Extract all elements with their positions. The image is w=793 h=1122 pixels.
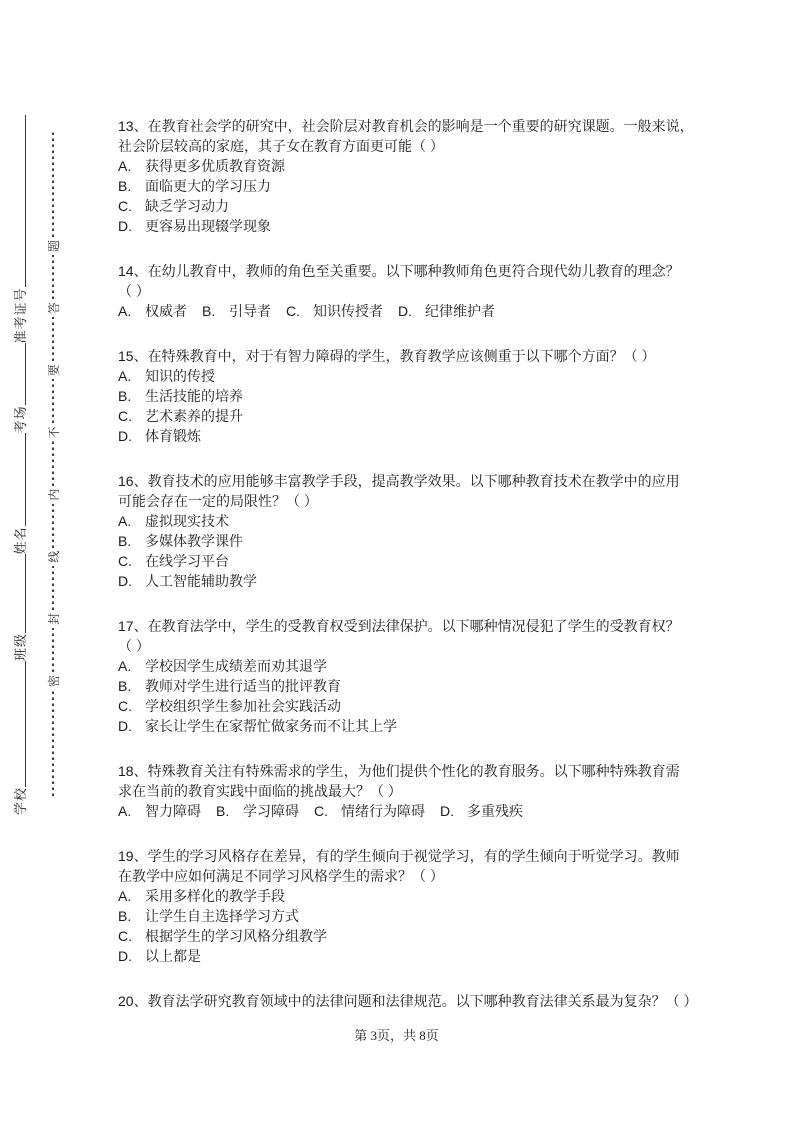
question-17 xyxy=(118,616,678,736)
option-label: D. xyxy=(118,718,132,734)
seal-line xyxy=(42,130,64,797)
school-fill-line xyxy=(25,661,26,787)
option-label: B. xyxy=(202,303,216,319)
question-stem-line: 15、在特殊教育中，对于有智力障碍的学生，教育教学应该侧重于以下哪个方面？（ ） xyxy=(118,348,656,364)
option-label: A. xyxy=(118,513,132,529)
option-text: 获得更多优质教育资源 xyxy=(145,158,285,174)
option-B xyxy=(118,386,678,406)
question-stem-line: 17、在教育法学中，学生的受教育权受到法律保护。以下哪种情况侵犯了学生的受教育权？ xyxy=(118,618,680,634)
option-text: 更容易出现辍学现象 xyxy=(145,218,271,234)
question-options xyxy=(118,156,678,236)
question-stem-line: 19、学生的学习风格存在差异，有的学生倾向于视觉学习，有的学生倾向于听觉学习。教师 xyxy=(118,848,680,864)
option-label: A. xyxy=(118,303,132,319)
option-A xyxy=(118,366,678,386)
option-text: 采用多样化的教学手段 xyxy=(145,888,285,904)
option-C xyxy=(118,551,678,571)
option-label: D. xyxy=(440,803,454,819)
option-label: D. xyxy=(118,218,132,234)
seal-dotted-segment xyxy=(52,504,55,548)
option-label: D. xyxy=(118,948,132,964)
seal-dotted-segment xyxy=(52,566,55,610)
option-text: 引导者 xyxy=(229,303,271,319)
option-text: 缺乏学习动力 xyxy=(145,198,229,214)
option-label: B. xyxy=(216,803,230,819)
question-stem-line: 可能会存在一定的局限性？（ ） xyxy=(118,493,318,509)
option-label: C. xyxy=(118,408,132,424)
option-B xyxy=(118,176,678,196)
option-label: A. xyxy=(118,158,132,174)
option-text: 智力障碍 xyxy=(145,803,201,819)
question-stem-line: 16、教育技术的应用能够丰富教学手段，提高教学效果。以下哪种教育技术在教学中的应用 xyxy=(118,473,680,489)
option-C xyxy=(286,301,383,321)
seal-dotted-segment xyxy=(52,379,55,423)
option-label: C. xyxy=(118,553,132,569)
question-20 xyxy=(118,991,698,1011)
seal-dotted-segment xyxy=(52,628,55,672)
option-label: D. xyxy=(398,303,412,319)
question-stem-line: 在教学中应如何满足不同学习风格学生的需求？（ ） xyxy=(118,868,444,884)
option-label: D. xyxy=(118,428,132,444)
question-stem-line: 14、在幼儿教育中，教师的角色至关重要。以下哪种教师角色更符合现代幼儿教育的理念？ xyxy=(118,263,680,279)
question-18 xyxy=(118,761,678,821)
question-options xyxy=(118,366,678,446)
option-label: B. xyxy=(118,533,132,549)
option-B xyxy=(118,531,678,551)
question-options xyxy=(118,801,678,821)
question-options xyxy=(118,511,678,591)
seal-char: 密 xyxy=(46,675,61,688)
page-number: 第 3页，共 8页 xyxy=(354,1028,439,1043)
option-label: A. xyxy=(118,658,132,674)
seal-char: 不 xyxy=(46,426,61,439)
option-D xyxy=(118,946,678,966)
option-text: 面临更大的学习压力 xyxy=(145,178,271,194)
question-15 xyxy=(118,346,678,446)
option-D xyxy=(118,571,678,591)
field-label-school: 学校 xyxy=(12,786,28,815)
option-A xyxy=(118,656,678,676)
question-stem-line: （ ） xyxy=(118,283,150,299)
seal-char: 内 xyxy=(46,488,61,501)
field-label-admission-number: 准考证号 xyxy=(12,287,28,344)
admission-number-fill-line xyxy=(25,115,26,287)
option-text: 教师对学生进行适当的批评教育 xyxy=(145,678,341,694)
question-stem-line: 求在当前的教育实践中面临的挑战最大？（ ） xyxy=(118,783,402,799)
option-label: C. xyxy=(314,803,328,819)
option-text: 人工智能辅助教学 xyxy=(145,573,257,589)
seal-char: 封 xyxy=(46,612,61,625)
question-19 xyxy=(118,846,678,966)
option-D xyxy=(398,301,495,321)
question-stem-line: 13、在教育社会学的研究中，社会阶层对教育机会的影响是一个重要的研究课题。一般来说， xyxy=(118,118,694,134)
option-C xyxy=(118,406,678,426)
seal-dotted-segment xyxy=(52,255,55,299)
question-stem-line: 20、教育法学研究教育领域中的法律问题和法律规范。以下哪种教育法律关系最为复杂？（ ） xyxy=(118,993,698,1009)
field-label-name: 姓名 xyxy=(12,526,28,555)
question-stem-line: （ ） xyxy=(118,638,150,654)
exam-room-fill-line xyxy=(25,344,26,406)
option-C xyxy=(118,696,678,716)
seal-dotted-segment xyxy=(52,441,55,485)
option-text: 纪律维护者 xyxy=(425,303,495,319)
field-label-exam-room: 考场 xyxy=(12,405,28,434)
question-stem-line: 社会阶层较高的家庭，其子女在教育方面更可能（ ） xyxy=(118,138,444,154)
option-text: 让学生自主选择学习方式 xyxy=(145,908,299,924)
option-label: B. xyxy=(118,908,132,924)
question-options xyxy=(118,301,678,321)
seal-dotted-segment xyxy=(52,131,55,237)
option-A xyxy=(118,801,201,821)
option-C xyxy=(314,801,425,821)
option-D xyxy=(118,426,678,446)
question-13 xyxy=(118,116,694,236)
option-text: 根据学生的学习风格分组教学 xyxy=(145,928,327,944)
class-fill-line xyxy=(25,554,26,633)
option-text: 体育锻炼 xyxy=(145,428,201,444)
option-A xyxy=(118,156,678,176)
option-label: A. xyxy=(118,368,132,384)
option-text: 情绪行为障碍 xyxy=(341,803,425,819)
option-D xyxy=(440,801,523,821)
option-label: A. xyxy=(118,888,132,904)
seal-char: 答 xyxy=(46,302,61,315)
option-B xyxy=(202,301,271,321)
name-fill-line xyxy=(25,433,26,526)
question-stem-line: 18、特殊教育关注有特殊需求的学生，为他们提供个性化的教育服务。以下哪种特殊教育需 xyxy=(118,763,680,779)
question-16 xyxy=(118,471,678,591)
option-C xyxy=(118,196,678,216)
option-A xyxy=(118,511,678,531)
option-text: 艺术素养的提升 xyxy=(145,408,243,424)
option-A xyxy=(118,886,678,906)
questions-area xyxy=(118,116,698,1036)
option-label: C. xyxy=(118,198,132,214)
option-text: 学习障碍 xyxy=(243,803,299,819)
option-label: B. xyxy=(118,678,132,694)
option-text: 知识的传授 xyxy=(145,368,215,384)
option-C xyxy=(118,926,678,946)
field-label-class: 班级 xyxy=(12,632,28,661)
option-label: C. xyxy=(286,303,300,319)
option-D xyxy=(118,216,678,236)
option-text: 多媒体教学课件 xyxy=(145,533,243,549)
option-label: B. xyxy=(118,388,132,404)
option-A xyxy=(118,301,187,321)
option-text: 生活技能的培养 xyxy=(145,388,243,404)
seal-char: 题 xyxy=(46,239,61,252)
option-B xyxy=(216,801,299,821)
seal-dotted-segment xyxy=(52,317,55,361)
option-D xyxy=(118,716,678,736)
option-text: 在线学习平台 xyxy=(145,553,229,569)
option-text: 学校因学生成绩差而劝其退学 xyxy=(145,658,327,674)
option-text: 以上都是 xyxy=(145,948,201,964)
option-label: B. xyxy=(118,178,132,194)
question-options xyxy=(118,886,678,966)
option-text: 知识传授者 xyxy=(313,303,383,319)
question-options xyxy=(118,656,678,736)
sealed-margin-fields xyxy=(6,115,32,815)
seal-char: 要 xyxy=(46,364,61,377)
option-label: C. xyxy=(118,928,132,944)
option-B xyxy=(118,676,678,696)
option-label: D. xyxy=(118,573,132,589)
option-text: 多重残疾 xyxy=(467,803,523,819)
seal-char: 线 xyxy=(46,550,61,563)
option-text: 家长让学生在家帮忙做家务而不让其上学 xyxy=(145,718,397,734)
option-label: A. xyxy=(118,803,132,819)
option-text: 虚拟现实技术 xyxy=(145,513,229,529)
option-B xyxy=(118,906,678,926)
question-14 xyxy=(118,261,678,321)
option-text: 权威者 xyxy=(145,303,187,319)
option-text: 学校组织学生参加社会实践活动 xyxy=(145,698,341,714)
seal-dotted-segment xyxy=(52,690,55,796)
option-label: C. xyxy=(118,698,132,714)
